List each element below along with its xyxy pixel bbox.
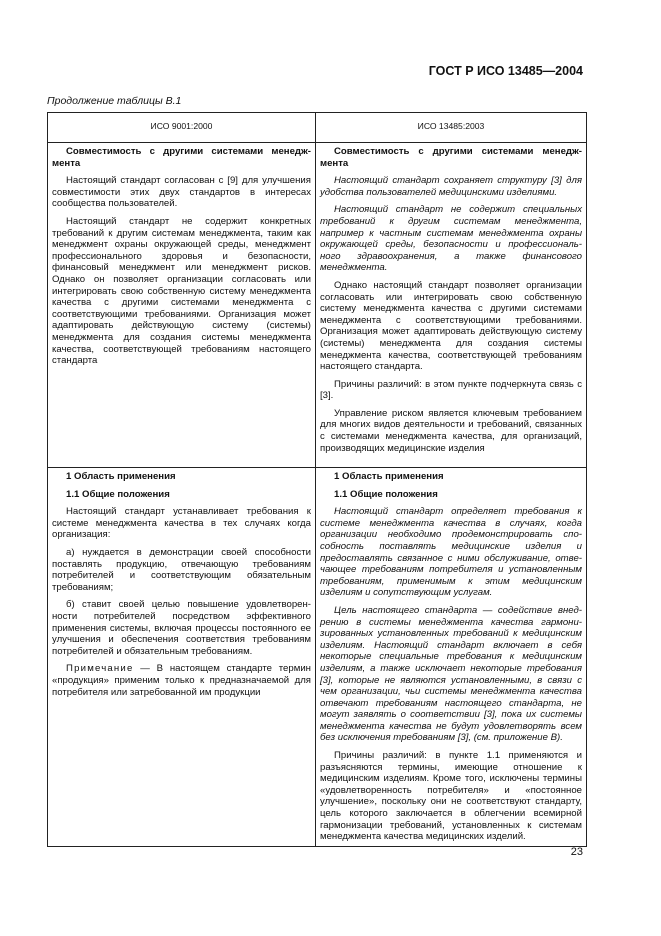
- note: [52, 663, 311, 698]
- paragraph: Настоящий стандарт не содержит конкретных требований к другим системам менеджмента, таким как менеджмент охраны окружающей среды, менеджмент профессионального здоровья и безопасности, финансовый менеджмент или менеджмент рисков. Однако он позволяет организации согласовать или интегрировать свою собственную систему менеджмента качества с другими системами менеджмента с соответствующими требованиями. Организация может адаптировать действующую систему (системы) менеджмента для создания системы менеджмента качества, соответствующей требованиям настоящего стандарта: [52, 215, 311, 367]
- column-header-iso9001: ИСО 9001:2000: [48, 113, 316, 143]
- note-label: Примечание: [66, 663, 134, 675]
- document-title: ГОСТ Р ИСО 13485—2004: [428, 64, 583, 78]
- paragraph: Однако настоящий стандарт позволяет организации согласовать или интегрировать свою собственную систему менеджмента качества с другими системами менеджмента с соответствующими требованиями. Организация может адаптировать действующую систему (системы) менеджмента для создания системы менеджмента качества, соответствующей требованиям настоящего стандарта.: [320, 279, 582, 373]
- cell-scope-iso9001: [48, 468, 316, 847]
- paragraph: Настоящий стандарт сохраняет структуру [3] для удобства пользователей медицинскими изделиями.: [320, 175, 582, 198]
- comparison-table: [47, 112, 587, 847]
- list-item: а) нуждается в демонстрации своей способности поставлять продукцию, отвечающую требованиям потребителей и соответствующим обязательным требованиям;: [52, 546, 311, 593]
- subsection-heading: 1.1 Общие положения: [66, 488, 170, 500]
- paragraph: Управление риском является ключевым требованием для многих видов деятельности и требований, связанных с системами менеджмента качества, для организаций, производящих медицинские изделия: [320, 407, 582, 454]
- table-header-row: [48, 113, 587, 143]
- paragraph: Настоящий стандарт устанавливает требования к системе менеджмента качества в тех случаях когда организация:: [52, 506, 311, 541]
- cell-compatibility-iso13485: [316, 143, 587, 468]
- section-heading: 1 Область применения: [334, 471, 444, 482]
- paragraph: Настоящий стандарт не содержит специальных требований к другим системам менеджмента, например к частным системам менеджмента охраны окружающей среды, безопасности и профессиональ-ного здравоохранения, а также финансового менеджмента.: [320, 204, 582, 274]
- subsection-heading: 1.1 Общие положения: [334, 488, 438, 500]
- section-heading: Совместимость с другими системами менедж-мента: [320, 146, 582, 169]
- table-caption: Продолжение таблицы В.1: [47, 95, 182, 107]
- cell-compatibility-iso9001: [48, 143, 316, 468]
- table-row: [48, 143, 587, 468]
- paragraph: Настоящий стандарт определяет требования к системе менеджмента качества в случаях, когда организации необходимо продемонстрировать спо-собность поставлять медицинские изделия и предоставлять связанное с ними обслуживание, отве-чающее требованиям потребителя и установленным требованиям, применимым к этим медицинским изделиям и сопутствующим услугам.: [320, 506, 582, 599]
- section-heading: 1 Область применения: [66, 471, 176, 482]
- list-item: б) ставит своей целью повышение удовлетворен-ности потребителей посредством эффективного применения системы, включая процессы постоянного ее улучшения и обеспечения соответствия требованиям потребителей и обязательным требованиям.: [52, 599, 311, 657]
- paragraph: Настоящий стандарт согласован с [9] для улучшения совместимости этих двух стандартов в интересах сообщества пользователей.: [52, 175, 311, 210]
- note-text: — В настоящем стандарте термин «продукция» применим только к предназначаемой для потребителя или затребованной им продукции: [52, 663, 311, 698]
- paragraph: Причины различий: в пункте 1.1 применяются и разъясняются термины, имеющие отношение к медицинским изделиям. Кроме того, исключены термины «удовлетворенность потребителя» и «постоянное улучшение», поскольку они не соответствуют стандарту, цель которого заключается в облегчении всемирной гармонизации требований, установленных к системам менеджмента качества медицинских изделий.: [320, 750, 582, 843]
- paragraph: Цель настоящего стандарта — содействие внед-рению в системы менеджмента качества гармони-зированных установленных требований к медицинским изделиям. Настоящий стандарт включает в себя некоторые специальные требования к медицинским изделиям, а также исключает некоторые требования [3], которые не являются установленными, в связи с чем организации, чьи системы менеджмента качества отвечают требованиям настоящего стандарта, не могут заявлять о соответствии [3], пока их системы менеджмента качества не будут удовлетворять всем без исключения требованиям [3], (см. приложение В).: [320, 604, 582, 744]
- paragraph: Причины различий: в этом пункте подчеркнута связь с [3].: [320, 378, 582, 402]
- page-number: 23: [570, 846, 583, 858]
- column-header-iso13485: ИСО 13485:2003: [316, 113, 587, 143]
- table-row: [48, 468, 587, 847]
- section-heading: Совместимость с другими системами менедж-мента: [52, 146, 311, 169]
- cell-scope-iso13485: [316, 468, 587, 847]
